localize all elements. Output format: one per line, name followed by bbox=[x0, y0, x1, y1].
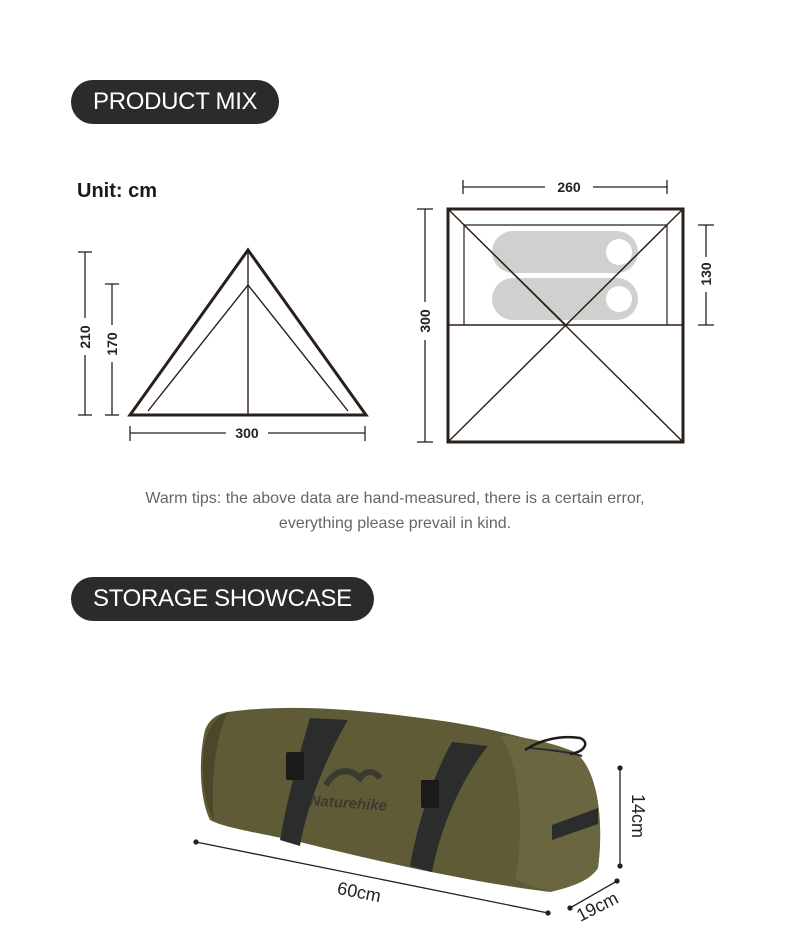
front-height-outer-label: 210 bbox=[77, 325, 93, 349]
storage-bag-illustration bbox=[201, 708, 600, 892]
section-heading-product-mix: PRODUCT MIX bbox=[71, 80, 279, 124]
buckle-icon bbox=[421, 780, 439, 808]
bag-depth-label: 19cm bbox=[573, 887, 622, 926]
tips-line-2: everything please prevail in kind. bbox=[278, 515, 512, 532]
top-width-label: 260 bbox=[557, 179, 581, 195]
top-view-diagram bbox=[448, 209, 683, 442]
front-view-diagram bbox=[130, 250, 366, 415]
front-view-dimension-lines bbox=[78, 252, 365, 441]
unit-label: Unit: cm bbox=[77, 180, 157, 202]
front-width-label: 300 bbox=[235, 425, 259, 441]
warm-tips-note bbox=[0, 486, 790, 536]
bag-length-label: 60cm bbox=[335, 878, 383, 907]
front-height-inner-label: 170 bbox=[104, 332, 120, 356]
bag-height-label: 14cm bbox=[628, 793, 648, 839]
top-sleeping-area-label: 130 bbox=[698, 262, 714, 286]
section-heading-storage-showcase: STORAGE SHOWCASE bbox=[71, 577, 374, 621]
top-length-label: 300 bbox=[417, 309, 433, 333]
buckle-icon bbox=[286, 752, 304, 780]
brand-logo-text: Naturehike bbox=[309, 792, 388, 815]
tips-line-1: Warm tips: the above data are hand-measured, there is a certain error, bbox=[145, 490, 645, 507]
